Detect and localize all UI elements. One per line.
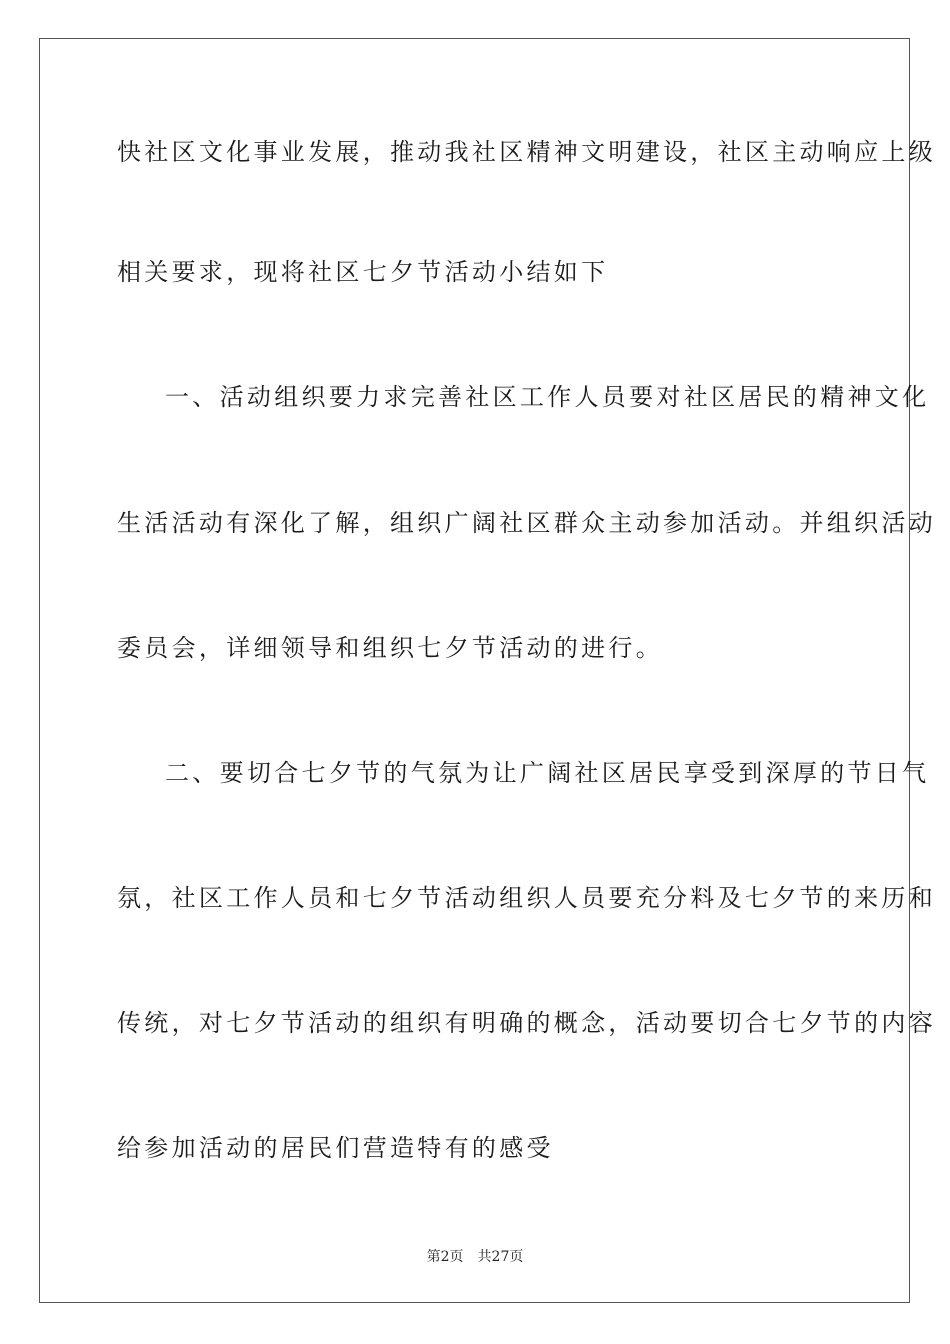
paragraph-one-heading-line: 一、活动组织要力求完善社区工作人员要对社区居民的精神文化 [165,383,930,411]
text-line-1: 快社区文化事业发展，推动我社区精神文明建设，社区主动响应上级 [117,138,936,166]
current-page-number: 第2页 [426,1249,464,1265]
text-line-9: 给参加活动的居民们营造特有的感受 [117,1134,554,1162]
page-footer [0,1248,950,1266]
text-line-8: 传统，对七夕节活动的组织有明确的概念，活动要切合七夕节的内容 [117,1009,936,1037]
text-line-5: 委员会，详细领导和组织七夕节活动的进行。 [117,634,663,662]
text-line-2: 相关要求，现将社区七夕节活动小结如下 [117,258,609,286]
page-border [39,38,936,1303]
paragraph-two-heading-line: 二、要切合七夕节的气氛为让广阔社区居民享受到深厚的节日气 [165,759,930,787]
text-line-7: 氛，社区工作人员和七夕节活动组织人员要充分料及七夕节的来历和 [117,884,936,912]
total-page-count: 共27页 [477,1249,524,1265]
text-line-4: 生活活动有深化了解，组织广阔社区群众主动参加活动。并组织活动 [117,509,936,537]
